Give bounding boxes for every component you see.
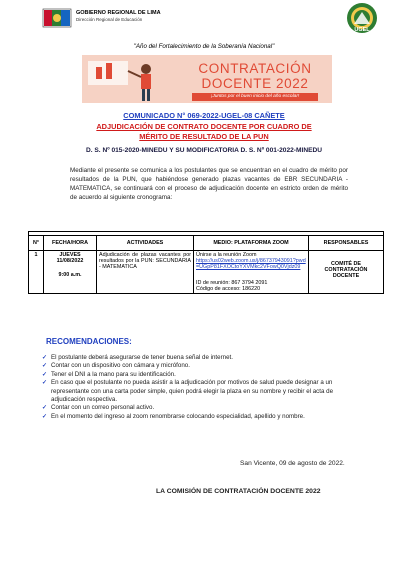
list-item: ✓ Tener el DNI a la mano para su identificación.	[42, 370, 176, 378]
list-item: ✓ Contar con un correo personal activo.	[42, 404, 155, 412]
list-item: ✓ El postulante deberá asegurarse de tener buena señal de internet.	[42, 354, 233, 361]
teacher-illustration	[88, 57, 178, 103]
zoom-link[interactable]: https://us02web.zoom.us/j/86737943091?pwd=UGpP81FXOCtoYXVMkc2VFowQ0Vjdz09	[196, 258, 306, 270]
banner-title-line1: CONTRATACIÓN	[198, 61, 312, 76]
header-activities: ACTIVIDADES	[97, 236, 194, 251]
row-zoom-info	[194, 251, 309, 294]
row-responsible: COMITÉ DE CONTRATACIÓN DOCENTE	[309, 251, 384, 294]
header-responsible: RESPONSABLES	[309, 236, 384, 251]
checkmark-icon: ✓	[42, 379, 48, 387]
header-date-time: FECHA/HORA	[44, 236, 97, 251]
banner-subtitle: ¡Juntos por el buen inicio del año escolar!	[192, 93, 318, 101]
table-header-row	[29, 236, 384, 251]
list-item: ✓ En el momento del ingreso al zoom renombrarse colocando especialidad, apellido y nombre.	[42, 412, 305, 420]
intro-paragraph: Mediante el presente se comunica a los postulantes que se encuentran en el cuadro de mérito por resultados de la PUN, que habiéndose generado plazas vacantes de EBR SECUNDARIA - MATEMATICA, se continuará con el proceso de adjudicación docente en estricto orden de mérito de acuerdo al siguiente cronograma:	[70, 167, 348, 201]
contratacion-banner	[82, 55, 332, 103]
org-subtitle: Dirección Regional de Educación	[76, 17, 143, 22]
org-name: GOBIERNO REGIONAL DE LIMA	[76, 10, 161, 16]
ugel-logo-text: UGEL	[354, 27, 370, 33]
recommendations-list	[42, 354, 362, 421]
signature: LA COMISIÓN DE CONTRATACIÓN DOCENTE 2022	[156, 488, 321, 495]
checkmark-icon: ✓	[42, 354, 48, 361]
row-date-time	[44, 251, 97, 294]
zoom-access-code: Código de acceso: 186220	[196, 286, 261, 292]
zoom-join-label: Únirse a la reunión Zoom	[196, 252, 257, 258]
regional-government-logo	[42, 8, 72, 28]
communique-number: COMUNICADO N° 069-2022-UGEL-08 CAÑETE	[123, 111, 285, 120]
decree-reference: D. S. Nº 015-2020-MINEDU Y SU MODIFICATORIA D. S. Nº 001-2022-MINEDU	[85, 147, 323, 154]
row-number: 1	[29, 251, 44, 294]
row-day: JUEVES	[59, 252, 81, 258]
row-time: 9:00 a.m.	[58, 272, 82, 278]
checkmark-icon: ✓	[42, 412, 48, 420]
place-date: San Vicente, 09 de agosto de 2022.	[240, 460, 345, 467]
list-item: ✓ Contar con un dispositivo con cámara y micrófono.	[42, 362, 190, 370]
table-row	[29, 251, 384, 294]
header-number: N°	[29, 236, 44, 251]
zoom-meeting-id: ID de reunión: 867 3794 2091	[196, 280, 268, 286]
schedule-table	[28, 231, 384, 294]
row-date: 11/08/2022	[56, 258, 84, 264]
checkmark-icon: ✓	[42, 404, 48, 412]
row-activity: Adjudicación de plazas vacantes por resultados por la PUN: SECUNDARIA - MATEMATICA	[97, 251, 194, 294]
banner-title-line2: DOCENTE 2022	[201, 76, 309, 91]
recommendations-title: RECOMENDACIONES:	[46, 337, 132, 346]
list-item: ✓ En caso que el postulante no pueda asistir a la adjudicación por motivos de salud puede designar a un representante con una carta poder simple, quien podrá elegir la plaza en su nombre y recibir el acta de adjudicación respectiva.	[42, 379, 334, 404]
motto: "Año del Fortalecimiento de la Soberanía Nacional"	[133, 43, 275, 50]
checkmark-icon: ✓	[42, 370, 48, 378]
adjudication-title: ADJUDICACIÓN DE CONTRATO DOCENTE POR CUADRO DE MÉRITO DE RESULTADO DE LA PUN	[96, 122, 312, 141]
checkmark-icon: ✓	[42, 362, 48, 370]
ugel-logo	[340, 2, 384, 34]
header-zoom-platform: MEDIO: PLATAFORMA ZOOM	[194, 236, 309, 251]
